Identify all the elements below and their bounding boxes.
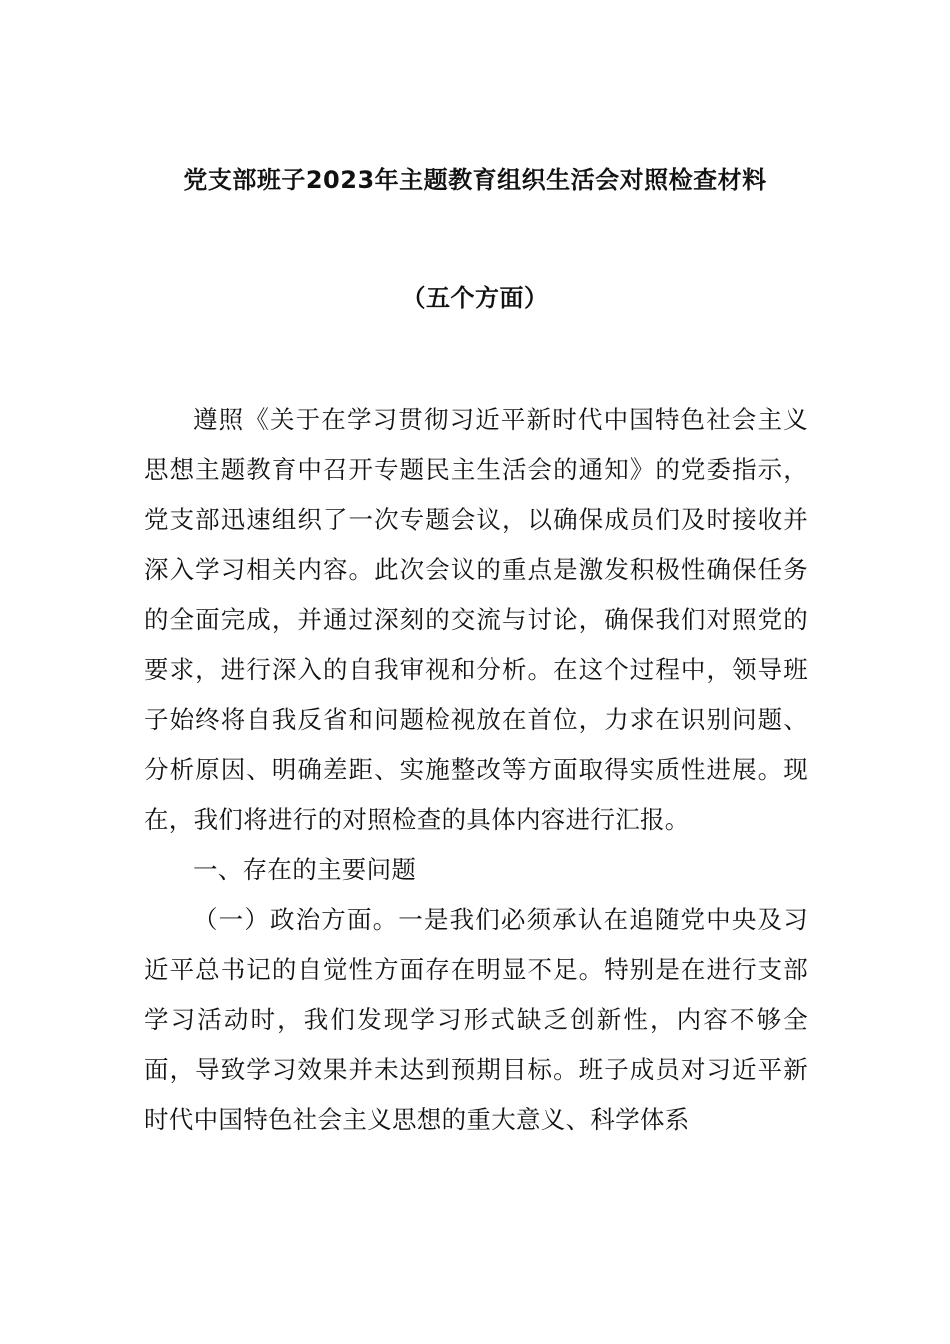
document-body <box>144 395 808 1145</box>
political-aspect-paragraph: （一）政治方面。一是我们必须承认在追随党中央及习近平总书记的自觉性方面存在明显不足。特别是在进行支部学习活动时，我们发现学习形式缺乏创新性，内容不够全面，导致学习效果并未达到预期目标。班子成员对习近平新时代中国特色社会主义思想的重大意义、科学体系 <box>144 905 808 1134</box>
document-title: 党支部班子2023年主题教育组织生活会对照检查材料 <box>183 166 767 194</box>
intro-paragraph: 遵照《关于在学习贯彻习近平新时代中国特色社会主义思想主题教育中召开专题民主生活会的通知》的党委指示，党支部迅速组织了一次专题会议，以确保成员们及时接收并深入学习相关内容。此次会议的重点是激发积极性确保任务的全面完成，并通过深刻的交流与讨论，确保我们对照党的要求，进行深入的自我审视和分析。在这个过程中，领导班子始终将自我反省和问题检视放在首位，力求在识别问题、分析原因、明确差距、实施整改等方面取得实质性进展。现在，我们将进行的对照检查的具体内容进行汇报。 <box>144 405 808 834</box>
document-subtitle: （五个方面） <box>401 284 549 312</box>
section-heading: 一、存在的主要问题 <box>193 855 417 884</box>
